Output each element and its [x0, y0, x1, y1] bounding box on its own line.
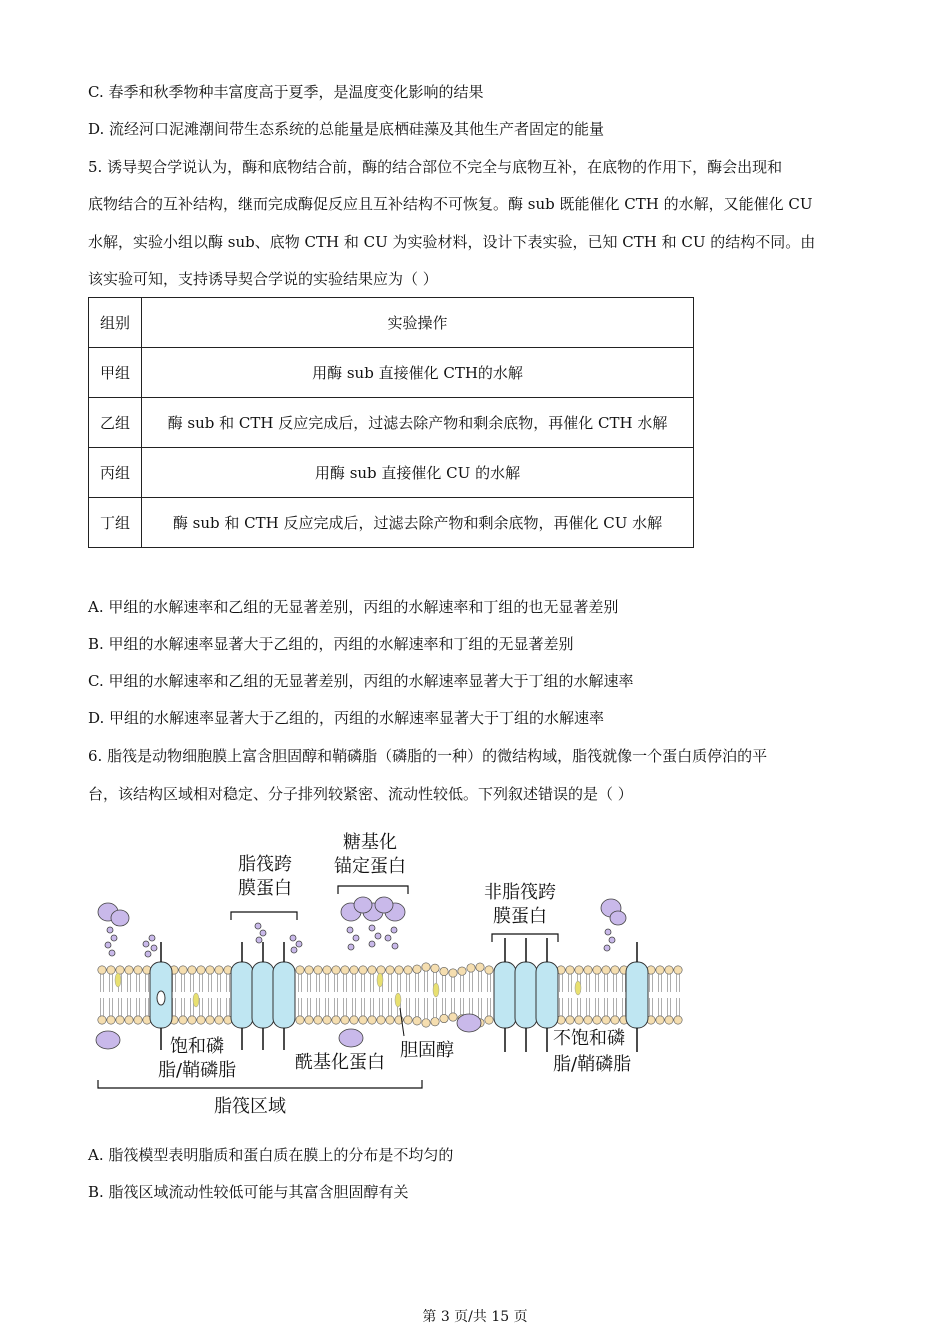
phospholipid-head: [485, 966, 493, 974]
phospholipid-head: [305, 1016, 313, 1024]
row-operation: 酶 sub 和 CTH 反应完成后，过滤去除产物和剩余底物，再催化 CTH 水解: [142, 398, 694, 448]
phospholipid-heads-bottom: [98, 1013, 682, 1027]
label-raft-protein-1: 脂筏跨: [238, 854, 292, 875]
phospholipid-head: [485, 1016, 493, 1024]
phospholipid-head: [476, 963, 484, 971]
phospholipid-head: [575, 966, 583, 974]
q5-stem-line: 水解，实验小组以酶 sub、底物 CTH 和 CU 为实验材料，设计下表实验，已知 CTH 和 CU 的结构不同。由: [88, 233, 816, 251]
label-saturated-1: 饱和磷: [170, 1036, 224, 1057]
phospholipid-head: [125, 1016, 133, 1024]
phospholipid-head: [674, 966, 682, 974]
label-cholesterol: 胆固醇: [400, 1040, 454, 1061]
phospholipid-head: [458, 967, 466, 975]
phospholipid-head: [332, 1016, 340, 1024]
row-operation: 用酶 sub 直接催化 CU 的水解: [142, 448, 694, 498]
phospholipid-head: [305, 966, 313, 974]
phospholipid-head: [197, 1016, 205, 1024]
phospholipid-head: [296, 966, 304, 974]
phospholipid-head: [188, 1016, 196, 1024]
phospholipid-head: [665, 1016, 673, 1024]
q5-option-a: A. 甲组的水解速率和乙组的无显著差别，丙组的水解速率和丁组的也无显著差别: [88, 598, 619, 616]
label-gpi-1: 糖基化: [343, 832, 397, 853]
label-nonraft-1: 非脂筏跨: [484, 882, 556, 903]
phospholipid-head: [197, 966, 205, 974]
phospholipid-head: [215, 966, 223, 974]
phospholipid-head: [188, 966, 196, 974]
q5-option-c: C. 甲组的水解速率和乙组的无显著差别，丙组的水解速率显著大于丁组的水解速率: [88, 672, 634, 690]
phospholipid-head: [359, 1016, 367, 1024]
row-group: 乙组: [89, 398, 142, 448]
phospholipid-head: [584, 966, 592, 974]
phospholipid-head: [413, 965, 421, 973]
phospholipid-head: [449, 969, 457, 977]
option-c-prev: C. 春季和秋季物种丰富度高于夏季，是温度变化影响的结果: [88, 83, 484, 101]
phospholipid-head: [332, 966, 340, 974]
label-gpi-2: 锚定蛋白: [334, 856, 406, 877]
phospholipid-head: [593, 966, 601, 974]
q5-option-d: D. 甲组的水解速率显著大于乙组的，丙组的水解速率显著大于丁组的水解速率: [88, 709, 605, 727]
row-group: 丙组: [89, 448, 142, 498]
phospholipid-head: [413, 1017, 421, 1025]
phospholipid-head: [350, 966, 358, 974]
phospholipid-head: [422, 1019, 430, 1027]
label-nonraft-2: 膜蛋白: [493, 906, 547, 927]
phospholipid-head: [665, 966, 673, 974]
row-operation: 用酶 sub 直接催化 CTH的水解: [142, 348, 694, 398]
q6-stem-line: 6. 脂筏是动物细胞膜上富含胆固醇和鞘磷脂（磷脂的一种）的微结构域，脂筏就像一个蛋白质停泊的平: [88, 747, 768, 765]
label-saturated-2: 脂/鞘磷脂: [158, 1060, 237, 1081]
phospholipid-head: [422, 963, 430, 971]
lipid-tails: [101, 971, 680, 1019]
phospholipid-head: [206, 966, 214, 974]
label-unsaturated-1: 不饱和磷: [553, 1028, 625, 1049]
table-header-row: [89, 298, 694, 348]
phospholipid-head: [134, 966, 142, 974]
q5-stem-line: 该实验可知，支持诱导契合学说的实验结果应为（ ）: [88, 270, 438, 288]
phospholipid-head: [584, 1016, 592, 1024]
table-row: [89, 498, 694, 548]
phospholipid-head: [341, 1016, 349, 1024]
phospholipid-head: [368, 966, 376, 974]
label-acyl: 酰基化蛋白: [295, 1052, 385, 1073]
label-raft-region: 脂筏区域: [214, 1096, 286, 1117]
q6-option-a: A. 脂筏模型表明脂质和蛋白质在膜上的分布是不均匀的: [88, 1146, 454, 1164]
phospholipid-head: [386, 966, 394, 974]
phospholipid-head: [575, 1016, 583, 1024]
saturated-region-protein: [150, 942, 172, 1050]
table-row: [89, 348, 694, 398]
table-row: [89, 398, 694, 448]
q5-option-b: B. 甲组的水解速率显著大于乙组的，丙组的水解速率和丁组的无显著差别: [88, 635, 574, 653]
phospholipid-head: [611, 1016, 619, 1024]
label-unsaturated-2: 脂/鞘磷脂: [553, 1054, 632, 1075]
phospholipid-head: [404, 966, 412, 974]
phospholipid-head: [98, 966, 106, 974]
phospholipid-head: [674, 1016, 682, 1024]
phospholipid-head: [377, 1016, 385, 1024]
phospholipid-head: [107, 1016, 115, 1024]
table-row: [89, 448, 694, 498]
q6-stem-line: 台，该结构区域相对稳定、分子排列较紧密、流动性较低。下列叙述错误的是（ ）: [88, 785, 633, 803]
phospholipid-head: [341, 966, 349, 974]
phospholipid-head: [314, 966, 322, 974]
q5-stem-line: 5. 诱导契合学说认为，酶和底物结合前，酶的结合部位不完全与底物互补，在底物的作用下，酶会出现和: [88, 158, 783, 176]
phospholipid-head: [431, 964, 439, 972]
phospholipid-head: [98, 1016, 106, 1024]
phospholipid-head: [134, 1016, 142, 1024]
phospholipid-head: [431, 1018, 439, 1026]
phospholipid-heads-top: [98, 963, 682, 977]
q5-stem-line: 底物结合的互补结构，继而完成酶促反应且互补结构不可恢复。酶 sub 既能催化 CTH 的水解，又能催化 CU: [88, 195, 813, 213]
phospholipid-head: [449, 1013, 457, 1021]
phospholipid-head: [296, 1016, 304, 1024]
phospholipid-head: [215, 1016, 223, 1024]
phospholipid-head: [566, 966, 574, 974]
phospholipid-head: [656, 966, 664, 974]
header-group: 组别: [89, 298, 142, 348]
raft-transmembrane-protein: [231, 942, 295, 1050]
row-operation: 酶 sub 和 CTH 反应完成后，过滤去除产物和剩余底物，再催化 CU 水解: [142, 498, 694, 548]
phospholipid-head: [107, 966, 115, 974]
header-operation: 实验操作: [142, 298, 694, 348]
q6-option-b: B. 脂筏区域流动性较低可能与其富含胆固醇有关: [88, 1183, 409, 1201]
phospholipid-head: [602, 966, 610, 974]
phospholipid-head: [593, 1016, 601, 1024]
phospholipid-head: [179, 966, 187, 974]
phospholipid-head: [125, 966, 133, 974]
phospholipid-head: [359, 966, 367, 974]
phospholipid-head: [323, 966, 331, 974]
phospholipid-head: [116, 1016, 124, 1024]
label-raft-protein-2: 膜蛋白: [238, 878, 292, 899]
phospholipid-head: [206, 1016, 214, 1024]
phospholipid-head: [323, 1016, 331, 1024]
phospholipid-head: [566, 1016, 574, 1024]
phospholipid-head: [395, 966, 403, 974]
phospholipid-head: [656, 1016, 664, 1024]
phospholipid-head: [440, 1014, 448, 1022]
phospholipid-head: [602, 1016, 610, 1024]
phospholipid-head: [404, 1016, 412, 1024]
phospholipid-head: [179, 1016, 187, 1024]
phospholipid-head: [611, 966, 619, 974]
lipid-raft-diagram: [88, 820, 688, 1120]
option-d-prev: D. 流经河口泥滩潮间带生态系统的总能量是底栖硅藻及其他生产者固定的能量: [88, 120, 605, 138]
phospholipid-head: [377, 966, 385, 974]
phospholipid-head: [314, 1016, 322, 1024]
experiment-table: [88, 297, 694, 548]
row-group: 丁组: [89, 498, 142, 548]
page-footer: 第 3 页/共 15 页: [422, 1309, 528, 1325]
phospholipid-head: [386, 1016, 394, 1024]
phospholipid-head: [368, 1016, 376, 1024]
phospholipid-head: [350, 1016, 358, 1024]
phospholipid-head: [440, 967, 448, 975]
row-group: 甲组: [89, 348, 142, 398]
phospholipid-head: [467, 964, 475, 972]
